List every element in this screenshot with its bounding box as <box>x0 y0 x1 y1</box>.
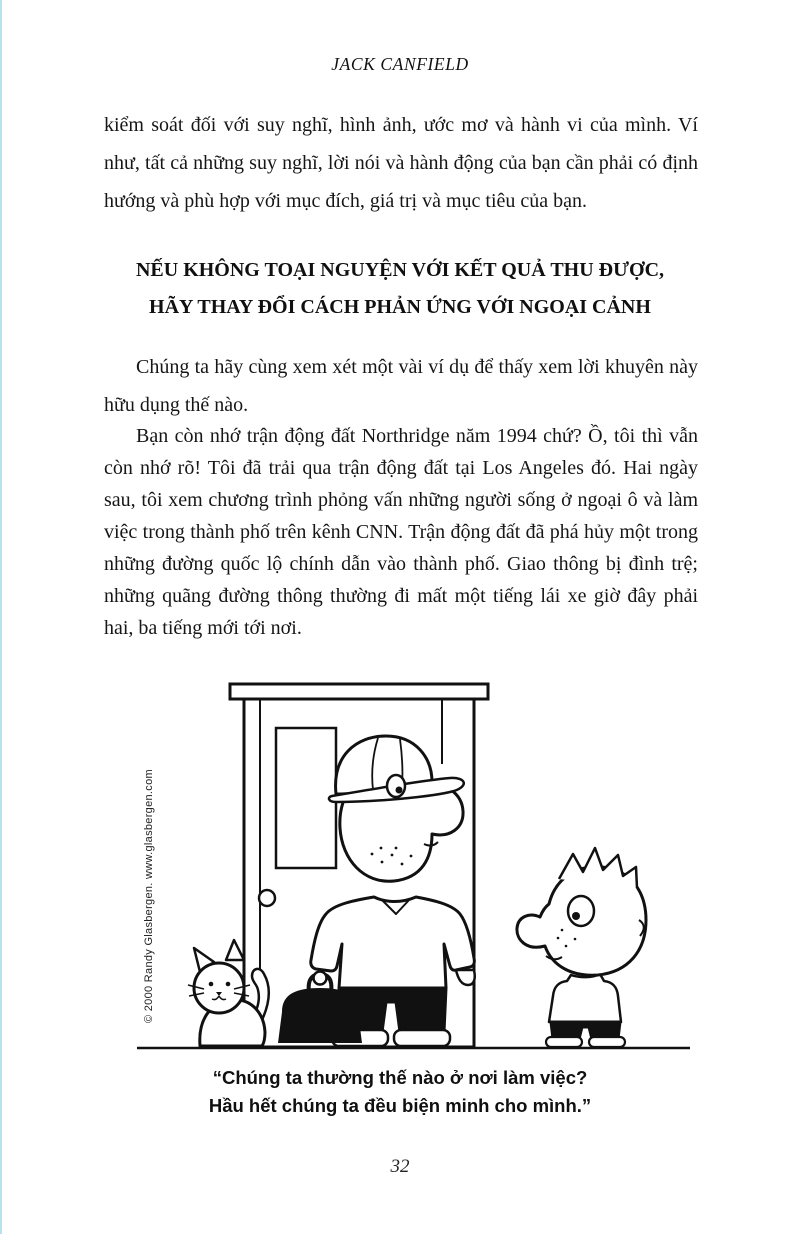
door-knob <box>259 890 275 906</box>
scan-edge-artifact <box>0 0 2 1234</box>
caption-line2: Hầu hết chúng ta đều biện minh cho mình.” <box>208 1095 592 1116</box>
page-number: 32 <box>390 1156 410 1177</box>
section-heading <box>0 252 800 326</box>
paragraph-intro: kiểm soát đối với suy nghĩ, hình ảnh, ước mơ và hành vi của mình. Ví như, tất cả những suy nghĩ, lời nói và hành động của bạn cần phải có định hướng và phù hợp với mục đích, giá trị và mục tiêu của bạn. <box>104 114 698 212</box>
section-heading-line1: NẾU KHÔNG TOẠI NGUYỆN VỚI KẾT QUẢ THU ĐƯỢC, <box>135 259 665 281</box>
section-heading-line2: HÃY THAY ĐỔI CÁCH PHẢN ỨNG VỚI NGOẠI CẢNH <box>149 296 651 318</box>
running-header: JACK CANFIELD <box>331 54 469 74</box>
boy-figure <box>517 848 646 1047</box>
cartoon-credit: © 2000 Randy Glasbergen. www.glasbergen.com <box>143 769 155 1023</box>
cartoon-caption <box>0 1064 800 1120</box>
caption-line1: “Chúng ta thường thế nào ở nơi làm việc? <box>212 1067 588 1088</box>
cartoon-drawing <box>134 676 694 1052</box>
paragraph-example-intro: Chúng ta hãy cùng xem xét một vài ví dụ để thấy xem lời khuyên này hữu dụng thế nào. <box>104 356 698 416</box>
paragraph-earthquake: Bạn còn nhớ trận động đất Northridge năm 1994 chứ? Ồ, tôi thì vẫn còn nhớ rõ! Tôi đã trải qua trận động đất tại Los Angeles đó. Hai ngày sau, tôi xem chương trình phỏng vấn những người sống ở ngoại ô và làm việc trong thành phố trên kênh CNN. Trận động đất đã phá hủy một trong những đường quốc lộ chính dẫn vào thành phố. Giao thông bị đình trệ; những quãng đường thông thường đi mất một tiếng lái xe giờ đây phải hai, ba tiếng mới tới nơi. <box>104 425 698 639</box>
cartoon-illustration <box>134 676 694 1052</box>
